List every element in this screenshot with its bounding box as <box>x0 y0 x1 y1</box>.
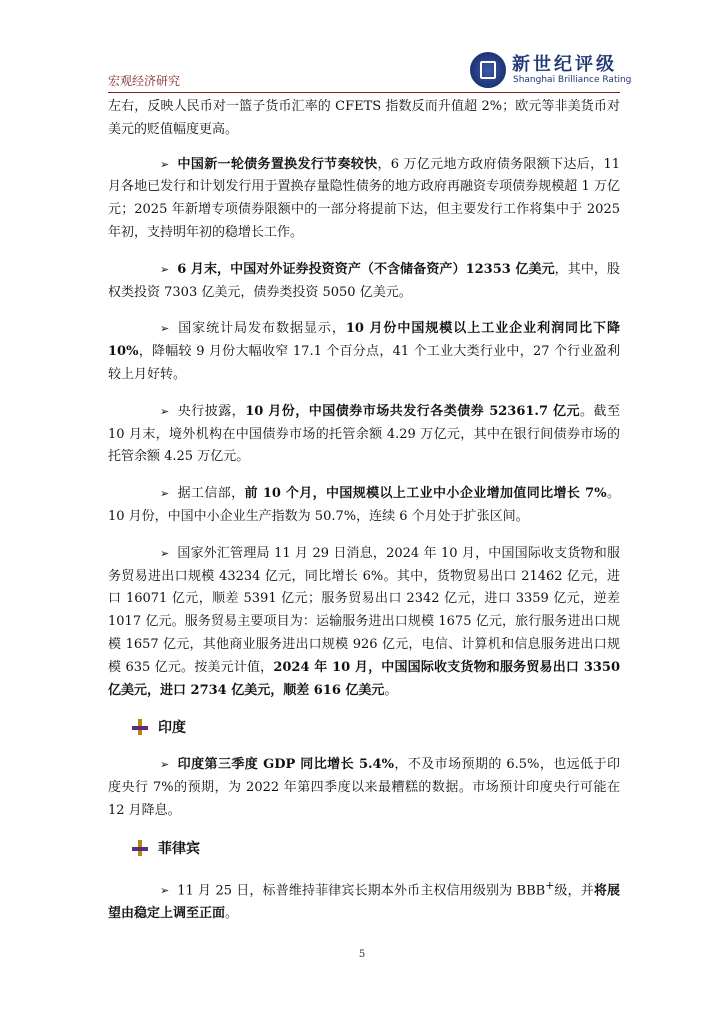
bold-highlight: 6 月末，中国对外证券投资资产（不含储备资产）12353 亿美元 <box>177 261 555 277</box>
paragraph-text: 级，并 <box>554 883 594 899</box>
section-cross-icon <box>132 840 148 856</box>
paragraph-text: ，其中，股权类投资 7303 亿美元，债券类投资 5050 亿美元。 <box>108 261 620 300</box>
bold-highlight: 将展望由稳定上调至正面 <box>108 883 620 921</box>
paragraph-text: ，不及市场预期的 6.5%，也远低于印度央行 7%的预期，为 2022 年第四季度以来最糟糕的数据。市场预计印度央行可能在 12 月降息。 <box>108 757 620 818</box>
paragraph-text: ，降幅较 9 月份大幅收窄 17.1 个百分点，41 个工业大类行业中，27 个行业盈利较上月好转。 <box>108 344 620 382</box>
paragraph-industrial-profit <box>108 318 620 386</box>
brilliance-rating-logo-icon <box>470 52 506 88</box>
bullet-arrow-icon: ➢ <box>160 758 170 772</box>
paragraph-text: 。 <box>384 682 398 698</box>
paragraph-text: 国家统计局发布数据显示， <box>177 321 346 337</box>
paragraph-india-gdp <box>108 754 620 822</box>
section-heading-india <box>132 716 620 738</box>
bullet-arrow-icon: ➢ <box>160 157 170 171</box>
paragraph-sme-growth <box>108 483 620 529</box>
logo-chinese-name: 新世纪评级 <box>512 54 617 75</box>
section-heading-philippines <box>132 837 620 859</box>
paragraph-trade-balance <box>108 543 620 703</box>
bold-highlight: 前 10 个月，中国规模以上工业中小企业增加值同比增长 7% <box>244 486 607 502</box>
bold-highlight: 10 月份，中国债券市场共发行各类债券 52361.7 亿元 <box>245 403 580 419</box>
rating-superscript: + <box>545 878 555 892</box>
paragraph-text: ，6 万亿元地方政府债务限额下达后，11 月各地已发行和计划发行用于置换存量隐性债务的地方政府再融资专项债券规模超 1 万亿元；2025 年新增专项债券限额中的一部分将提前下达，但主要发行工作将集中于 2025 年初，支持明年初的稳增长工作。 <box>108 156 620 240</box>
paragraph-philippines-rating <box>108 875 620 926</box>
page-number: 5 <box>358 949 366 960</box>
bold-highlight: 10 月份中国规模以上工业企业利润同比下降 10% <box>108 321 620 360</box>
section-title: 菲律宾 <box>158 840 200 857</box>
bold-highlight: 中国新一轮债务置换发行节奏较快 <box>177 156 378 172</box>
paragraph-text: 国家外汇管理局 11 月 29 日消息，2024 年 10 月，中国国际收支货物和服务贸易进出口规模 43234 亿元，同比增长 6%。其中，货物贸易出口 21462 亿元，进口 16071 亿元，顺差 5391 亿元；服务贸易出口 2342 亿元，进口 3359 亿元，逆差 1017 亿元。服务贸易主要项目为：运输服务进出口规模 1675 亿元，旅行服务进出口规模 1657 亿元，其他商业服务进出口规模 926 亿元，电信、计算机和信息服务进出口规模 635 亿元。按美元计值， <box>108 545 620 675</box>
header-divider <box>108 92 620 93</box>
paragraph-continued <box>108 96 620 142</box>
paragraph-text: 。截至 10 月末，境外机构在中国债券市场的托管余额 4.29 万亿元，其中在银行间债券市场的托管余额 4.25 万亿元。 <box>108 403 620 465</box>
paragraph-text: 。10 月份，中国中小企业生产指数为 50.7%，连续 6 个月处于扩张区间。 <box>108 486 620 524</box>
paragraph-debt-swap <box>108 154 620 245</box>
page-body <box>108 96 620 940</box>
logo-english-name: Shanghai Brilliance Rating <box>513 75 632 85</box>
bullet-arrow-icon: ➢ <box>160 262 170 276</box>
paragraph-foreign-securities <box>108 259 620 305</box>
page-header <box>108 46 632 92</box>
paragraph-bond-issuance <box>108 401 620 469</box>
paragraph-text: 11 月 25 日，标普维持菲律宾长期本外币主权信用级别为 BBB <box>177 883 546 899</box>
bullet-arrow-icon: ➢ <box>160 487 170 501</box>
bold-highlight: 2024 年 10 月，中国国际收支货物和服务贸易出口 3350 亿美元，进口 2734 亿美元，顺差 616 亿美元 <box>108 659 621 698</box>
bold-highlight: 印度第三季度 GDP 同比增长 5.4% <box>177 757 394 773</box>
paragraph-text: 据工信部， <box>177 486 245 502</box>
report-category: 宏观经济研究 <box>108 74 181 88</box>
bullet-arrow-icon: ➢ <box>160 546 170 560</box>
section-cross-icon <box>132 719 148 735</box>
bullet-arrow-icon: ➢ <box>160 884 170 898</box>
paragraph-text: 央行披露， <box>177 403 246 419</box>
paragraph-text: 左右，反映人民币对一篮子货币汇率的 CFETS 指数反而升值超 2%；欧元等非美货币对美元的贬值幅度更高。 <box>108 99 620 137</box>
section-title: 印度 <box>158 720 186 737</box>
bullet-arrow-icon: ➢ <box>160 322 170 336</box>
paragraph-text: 。 <box>225 905 239 921</box>
bullet-arrow-icon: ➢ <box>160 404 170 418</box>
